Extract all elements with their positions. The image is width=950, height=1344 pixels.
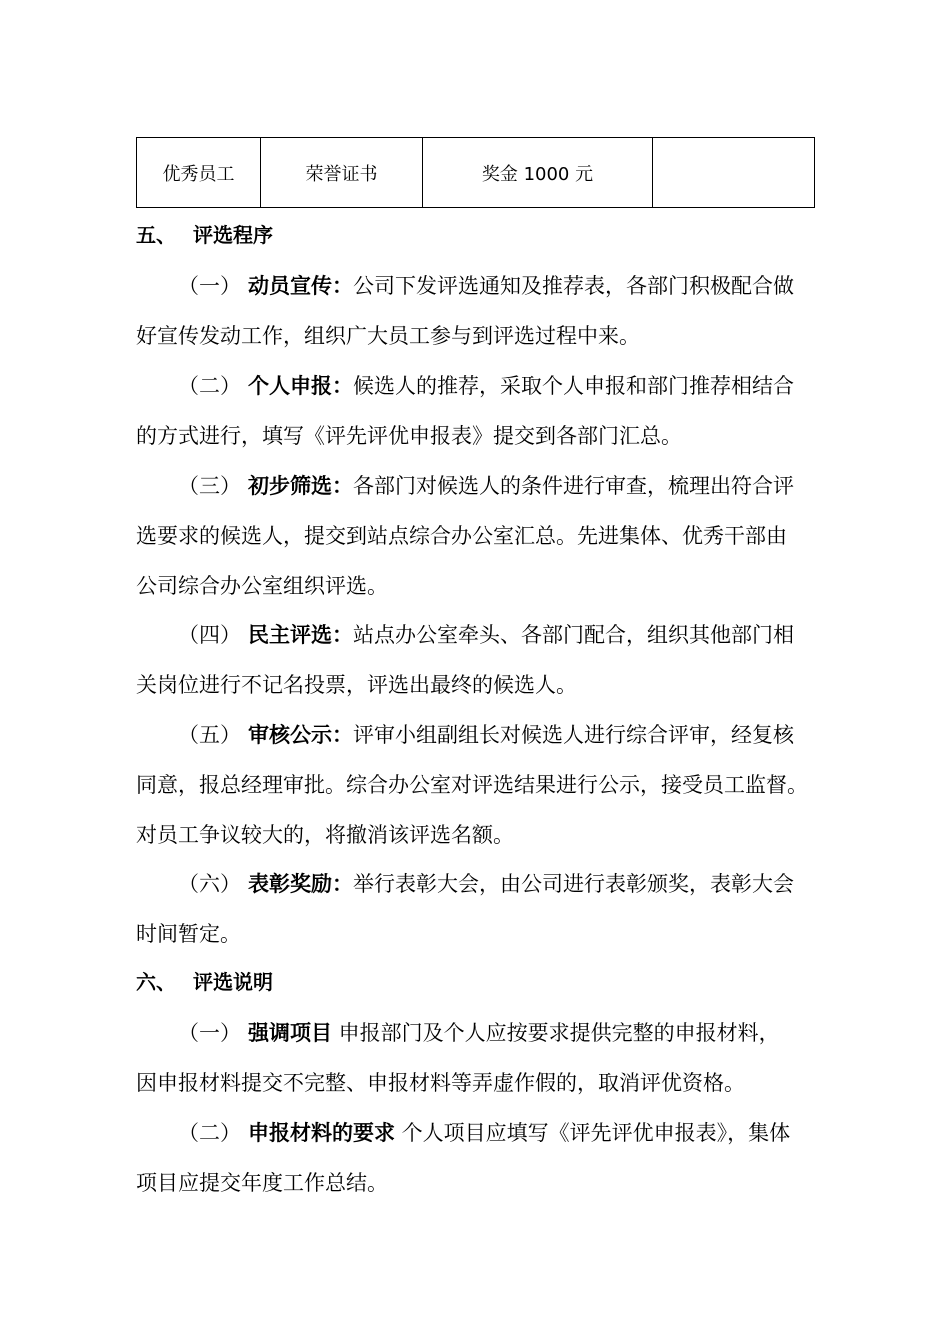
item-text: 公司下发评选通知及推荐表，各部门积极配合做	[353, 274, 794, 298]
item-index: （一）	[178, 1021, 241, 1045]
paragraph	[136, 859, 836, 959]
item-text: 对员工争议较大的，将撤消该评选名额。	[136, 823, 514, 847]
item-index: （四）	[178, 623, 241, 647]
empty-cell	[653, 138, 815, 208]
item-text: 申报部门及个人应按要求提供完整的申报材料，	[332, 1021, 780, 1045]
item-label: 表彰奖励：	[248, 872, 353, 896]
item-index: （六）	[178, 872, 241, 896]
item-text: 关岗位进行不记名投票，评选出最终的候选人。	[136, 673, 577, 697]
item-text: 好宣传发动工作，组织广大员工参与到评选过程中来。	[136, 324, 640, 348]
section-5-heading	[136, 220, 273, 250]
item-index: （五）	[178, 723, 241, 747]
bonus-cell: 奖金 1000 元	[423, 138, 653, 208]
item-index: （三）	[178, 474, 241, 498]
item-text: 选要求的候选人，提交到站点综合办公室汇总。先进集体、优秀干部由	[136, 524, 787, 548]
section-title: 评选程序	[193, 223, 273, 247]
section-number: 六、	[136, 970, 176, 994]
item-text: 举行表彰大会，由公司进行表彰颁奖，表彰大会	[353, 872, 794, 896]
item-text: 各部门对候选人的条件进行审查，梳理出符合评	[353, 474, 794, 498]
item-text: 公司综合办公室组织评选。	[136, 574, 388, 598]
item-text: 同意，报总经理审批。综合办公室对评选结果进行公示，接受员工监督。	[136, 773, 808, 797]
item-label: 动员宣传：	[248, 274, 353, 298]
item-label: 民主评选：	[248, 623, 353, 647]
item-text: 评审小组副组长对候选人进行综合评审，经复核	[353, 723, 794, 747]
paragraph	[136, 610, 836, 710]
item-index: （二）	[178, 374, 241, 398]
item-label: 初步筛选：	[248, 474, 353, 498]
item-label: 个人申报：	[248, 374, 353, 398]
paragraph	[136, 710, 836, 860]
item-text: 时间暂定。	[136, 922, 241, 946]
item-text: 的方式进行，填写《评先评优申报表》提交到各部门汇总。	[136, 424, 682, 448]
paragraph	[136, 261, 836, 361]
honor-cell: 荣誉证书	[261, 138, 423, 208]
item-text: 项目应提交年度工作总结。	[136, 1171, 388, 1195]
section-title: 评选说明	[193, 970, 273, 994]
item-text: 因申报材料提交不完整、申报材料等弄虚作假的，取消评优资格。	[136, 1071, 745, 1095]
award-table	[136, 137, 815, 208]
item-label: 强调项目	[248, 1021, 332, 1045]
paragraph	[136, 1108, 836, 1208]
paragraph	[136, 361, 836, 461]
item-label: 审核公示：	[248, 723, 353, 747]
award-category-cell: 优秀员工	[137, 138, 261, 208]
item-index: （一）	[178, 274, 241, 298]
paragraph	[136, 1008, 836, 1108]
item-text: 个人项目应填写《评先评优申报表》，集体	[395, 1121, 791, 1145]
section-number: 五、	[136, 223, 176, 247]
item-index: （二）	[178, 1121, 241, 1145]
paragraph	[136, 461, 836, 611]
item-text: 站点办公室牵头、各部门配合，组织其他部门相	[353, 623, 794, 647]
table-row	[137, 138, 815, 208]
item-text: 候选人的推荐，采取个人申报和部门推荐相结合	[353, 374, 794, 398]
item-label: 申报材料的要求	[248, 1121, 395, 1145]
section-6-heading	[136, 967, 273, 997]
